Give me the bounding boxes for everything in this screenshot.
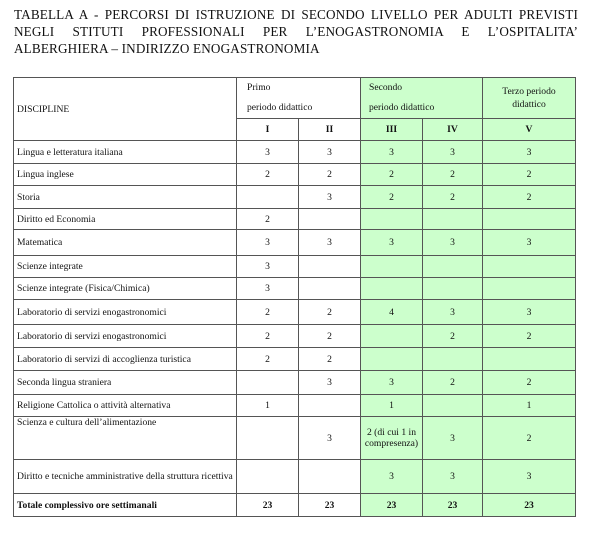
hours-cell-year-2: [299, 460, 361, 494]
hours-cell-year-5: 2: [483, 186, 576, 209]
hours-cell-year-1: 3: [237, 278, 299, 300]
total-row: [14, 494, 576, 517]
table-row: [14, 371, 576, 395]
hours-cell-year-3: 23: [361, 494, 423, 517]
hours-cell-year-3: [361, 348, 423, 371]
hours-cell-year-3: 3: [361, 371, 423, 395]
hours-cell-year-5: 3: [483, 141, 576, 164]
hours-cell-year-4: [423, 348, 483, 371]
hours-cell-year-3: 2 (di cui 1 in compresenza): [361, 417, 423, 460]
discipline-name: Scienze integrate (Fisica/Chimica): [14, 278, 237, 300]
hours-cell-year-5: 2: [483, 325, 576, 348]
discipline-name: Diritto e tecniche amministrative della struttura ricettiva: [14, 460, 237, 494]
header-row-periods: [14, 78, 576, 119]
discipline-name: Matematica: [14, 230, 237, 256]
hours-cell-year-1: 23: [237, 494, 299, 517]
hours-cell-year-5: 1: [483, 395, 576, 417]
hours-cell-year-4: 23: [423, 494, 483, 517]
hours-cell-year-1: 2: [237, 164, 299, 186]
table-row: [14, 141, 576, 164]
hours-cell-year-5: [483, 278, 576, 300]
hours-cell-year-5: 3: [483, 300, 576, 325]
discipline-name: Storia: [14, 186, 237, 209]
hours-cell-year-1: [237, 371, 299, 395]
hours-cell-year-3: 4: [361, 300, 423, 325]
table-row: [14, 256, 576, 278]
third-period-header: Terzo periodo didattico: [483, 78, 576, 119]
hours-cell-year-2: [299, 278, 361, 300]
hours-cell-year-3: [361, 256, 423, 278]
table-row: [14, 164, 576, 186]
hours-cell-year-5: 23: [483, 494, 576, 517]
hours-cell-year-4: 3: [423, 417, 483, 460]
hours-cell-year-1: [237, 186, 299, 209]
document-title: TABELLA A - PERCORSI DI ISTRUZIONE DI SECONDO LIVELLO PER ADULTI PREVISTI NEGLI STITUTI PROFESSIONALI PER L’ENOGASTRONOMIA E L’OSPITALITA’ ALBERGHIERA – INDIRIZZO ENOGASTRONOMIA: [14, 7, 578, 56]
hours-cell-year-2: 2: [299, 300, 361, 325]
discipline-name: Diritto ed Economia: [14, 209, 237, 230]
table-row: [14, 278, 576, 300]
disciplines-header: DISCIPLINE: [14, 78, 237, 141]
hours-cell-year-2: 3: [299, 186, 361, 209]
hours-cell-year-1: 3: [237, 230, 299, 256]
hours-cell-year-5: 3: [483, 460, 576, 494]
hours-cell-year-2: 23: [299, 494, 361, 517]
hours-cell-year-3: 3: [361, 230, 423, 256]
discipline-name: Lingua inglese: [14, 164, 237, 186]
hours-cell-year-2: 3: [299, 141, 361, 164]
discipline-name: Laboratorio di servizi enogastronomici: [14, 300, 237, 325]
hours-cell-year-1: 2: [237, 209, 299, 230]
discipline-name: Totale complessivo ore settimanali: [14, 494, 237, 517]
discipline-name: Scienze integrate: [14, 256, 237, 278]
hours-cell-year-1: [237, 417, 299, 460]
hours-cell-year-5: 2: [483, 417, 576, 460]
hours-cell-year-3: 2: [361, 186, 423, 209]
table-row: [14, 230, 576, 256]
hours-cell-year-1: [237, 460, 299, 494]
year-header-3: III: [361, 119, 423, 141]
table-row: [14, 460, 576, 494]
hours-cell-year-3: 3: [361, 141, 423, 164]
table-row: [14, 300, 576, 325]
hours-cell-year-2: 2: [299, 325, 361, 348]
first-period-header: Primo periodo didattico: [237, 78, 361, 119]
hours-cell-year-4: 2: [423, 186, 483, 209]
table-row: [14, 186, 576, 209]
hours-cell-year-5: [483, 209, 576, 230]
hours-cell-year-2: 2: [299, 348, 361, 371]
hours-table: [13, 77, 576, 517]
hours-cell-year-2: [299, 256, 361, 278]
hours-cell-year-4: 3: [423, 141, 483, 164]
year-header-5: V: [483, 119, 576, 141]
hours-cell-year-3: 2: [361, 164, 423, 186]
hours-cell-year-4: [423, 395, 483, 417]
hours-cell-year-3: 3: [361, 460, 423, 494]
hours-cell-year-3: [361, 325, 423, 348]
hours-cell-year-5: 2: [483, 371, 576, 395]
discipline-name: Laboratorio di servizi enogastronomici: [14, 325, 237, 348]
table-row: [14, 395, 576, 417]
table-row: [14, 417, 576, 460]
hours-cell-year-4: 3: [423, 230, 483, 256]
hours-cell-year-5: 3: [483, 230, 576, 256]
hours-cell-year-1: 2: [237, 348, 299, 371]
hours-cell-year-4: [423, 209, 483, 230]
hours-cell-year-4: 2: [423, 371, 483, 395]
hours-cell-year-3: [361, 278, 423, 300]
table-row: [14, 209, 576, 230]
hours-cell-year-4: [423, 278, 483, 300]
year-header-1: I: [237, 119, 299, 141]
hours-cell-year-1: 3: [237, 256, 299, 278]
table-row: [14, 325, 576, 348]
table-row: [14, 348, 576, 371]
year-header-2: II: [299, 119, 361, 141]
hours-cell-year-1: 2: [237, 300, 299, 325]
hours-cell-year-2: 2: [299, 164, 361, 186]
hours-cell-year-2: [299, 209, 361, 230]
hours-cell-year-2: 3: [299, 417, 361, 460]
hours-cell-year-3: 1: [361, 395, 423, 417]
hours-cell-year-4: 2: [423, 325, 483, 348]
discipline-name: Laboratorio di servizi di accoglienza turistica: [14, 348, 237, 371]
hours-cell-year-1: 3: [237, 141, 299, 164]
hours-cell-year-1: 1: [237, 395, 299, 417]
hours-cell-year-5: [483, 256, 576, 278]
second-period-header: Secondo periodo didattico: [361, 78, 483, 119]
hours-cell-year-4: [423, 256, 483, 278]
hours-cell-year-2: [299, 395, 361, 417]
hours-cell-year-2: 3: [299, 371, 361, 395]
discipline-name: Lingua e letteratura italiana: [14, 141, 237, 164]
hours-cell-year-4: 2: [423, 164, 483, 186]
year-header-4: IV: [423, 119, 483, 141]
hours-cell-year-3: [361, 209, 423, 230]
hours-cell-year-4: 3: [423, 460, 483, 494]
discipline-name: Scienza e cultura dell’alimentazione: [14, 417, 237, 460]
discipline-name: Seconda lingua straniera: [14, 371, 237, 395]
hours-cell-year-4: 3: [423, 300, 483, 325]
hours-cell-year-5: [483, 348, 576, 371]
hours-cell-year-2: 3: [299, 230, 361, 256]
hours-cell-year-1: 2: [237, 325, 299, 348]
discipline-name: Religione Cattolica o attività alternativa: [14, 395, 237, 417]
hours-cell-year-5: 2: [483, 164, 576, 186]
